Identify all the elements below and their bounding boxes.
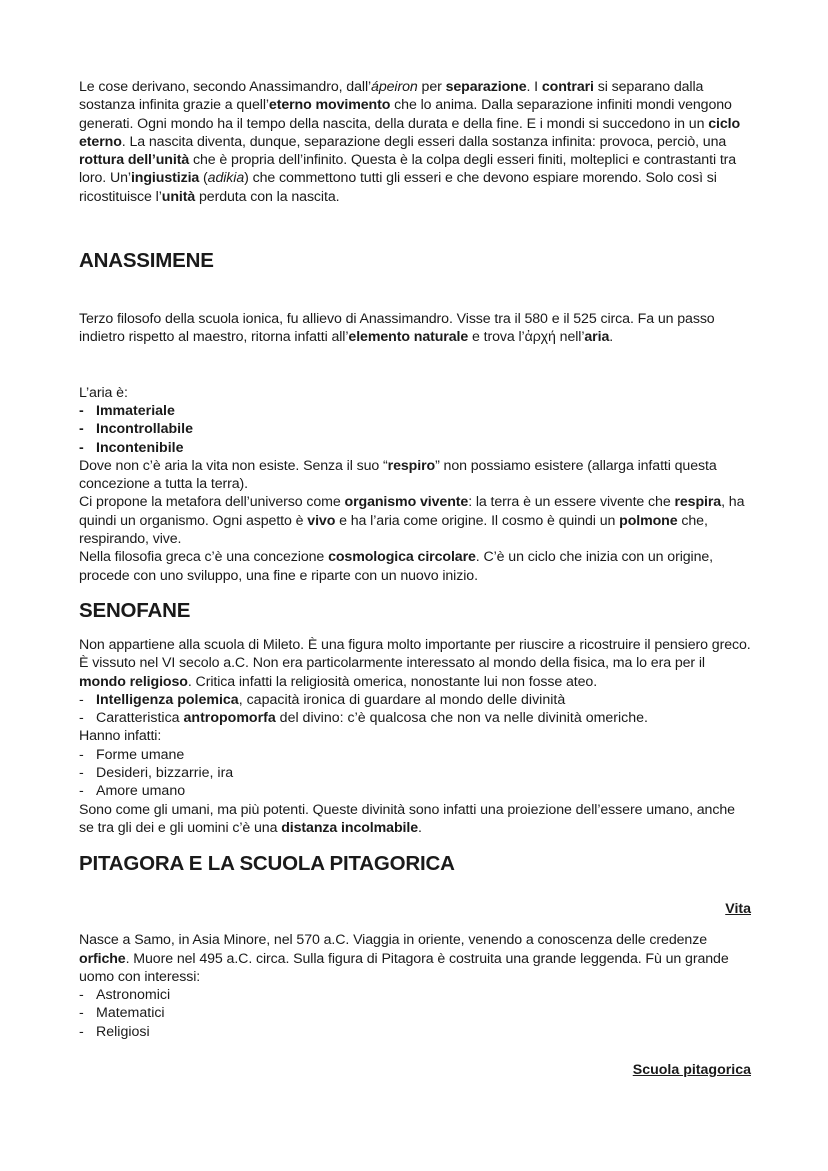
senofane-closing: Sono come gli umani, ma più potenti. Queste divinità sono infatti una proiezione dell’essere umano, anche se tra gli dei e gli uomini c’è una distanza incolmabile. — [79, 801, 735, 836]
list-item: - Intelligenza polemica, capacità ironica di guardare al mondo delle divinità — [79, 691, 566, 708]
list-item: - Matematici — [79, 1005, 165, 1022]
dash-bullet-icon: - — [79, 439, 84, 456]
section-title-anassimene: ANASSIMENE — [79, 249, 214, 273]
anassimene-respiro-paragraph: Dove non c’è aria la vita non esiste. Senza il suo “respiro” non possiamo esistere (allarga infatti questa concezione a tutta la terra). — [79, 457, 717, 493]
dash-bullet-icon: - — [79, 421, 84, 438]
anassimene-organismo-paragraph: Ci propone la metafora dell’universo come organismo vivente: la terra è un essere vivente che respira, ha quindi un organismo. Ogni aspetto è vivo e ha l’aria come origine. Il cosmo è quindi un polmone che, respirando, vive. — [79, 494, 745, 548]
list-item: - Caratteristica antropomorfa del divino: c’è qualcosa che non va nelle divinità omeriche. — [79, 710, 648, 727]
dash-bullet-icon: - — [79, 710, 84, 727]
anassimene-cosmologia-paragraph: Nella filosofia greca c’è una concezione cosmologica circolare. C’è un ciclo che inizia con un origine, procede con uno sviluppo, una fine e riparte con un nuovo inizio. — [79, 549, 714, 584]
anassimandro-paragraph: Le cose derivano, secondo Anassimandro, dall’ápeiron per separazione. I contrari si separano dalla sostanza infinita grazie a quell’eterno movimento che lo anima. Dalla separazione infiniti mondi vengono generati. Ogni mondo ha il tempo della nascita, della durata e della fine. E i mondi si succedono in un ciclo eterno. La nascita diventa, dunque, separazione degli esseri dalla sostanza infinita: provoca, perciò, una rottura dell’unità che è propria dell’infinito. Questa è la colpa degli esseri finiti, molteplici e contrastanti tra loro. Un’ingiustizia (adikia) che commettono tutti gli esseri e che devono espiare morendo. Solo così si ricostituisce l’unità perduta con la nascita. — [79, 79, 741, 205]
list-item: - Astronomici — [79, 987, 171, 1004]
senofane-intro: Non appartiene alla scuola di Mileto. È una figura molto importante per riuscire a ricostruire il pensiero greco. È vissuto nel VI secolo a.C. Non era particolarmente interessato al mondo della fisica, ma lo era per il mondo religioso. Critica infatti la religiosità omerica, nonostante lui non fosse ateo. — [79, 636, 751, 690]
dash-bullet-icon: - — [79, 746, 84, 763]
document-page — [79, 78, 751, 1079]
subsection-title-vita: Vita — [725, 901, 751, 918]
dash-bullet-icon: - — [79, 765, 84, 782]
subsection-title-scuola-pitagorica: Scuola pitagorica — [632, 1061, 751, 1078]
dash-bullet-icon: - — [79, 783, 84, 800]
list-item: - Amore umano — [79, 783, 186, 800]
list-item: - Forme umane — [79, 746, 185, 763]
anassimene-intro: Terzo filosofo della scuola ionica, fu allievo di Anassimandro. Visse tra il 580 e il 525 circa. Fa un passo indietro rispetto al maestro, ritorna infatti all’elemento naturale e trova l’ἀρχή nell’aria. — [79, 311, 715, 346]
list-item: - Religiosi — [79, 1023, 150, 1040]
section-title-pitagora: PITAGORA E LA SCUOLA PITAGORICA — [79, 852, 455, 876]
dash-bullet-icon: - — [79, 1023, 84, 1040]
list-item: - Desideri, bizzarrie, ira — [79, 765, 234, 782]
list-item: - Immateriale — [79, 402, 175, 419]
section-title-senofane: SENOFANE — [79, 598, 191, 622]
dash-bullet-icon: - — [79, 402, 84, 419]
dash-bullet-icon: - — [79, 1005, 84, 1022]
aria-list — [79, 402, 751, 457]
dash-bullet-icon: - — [79, 987, 84, 1004]
list-item: - Incontenibile — [79, 439, 184, 456]
pitagora-vita-paragraph: Nasce a Samo, in Asia Minore, nel 570 a.C. Viaggia in oriente, venendo a conoscenza delle credenze orfiche. Muore nel 495 a.C. circa. Sulla figura di Pitagora è costruita una grande leggenda. Fù un grande uomo con interessi: — [79, 932, 729, 985]
aria-label: L’aria è: — [79, 384, 128, 401]
hanno-label: Hanno infatti: — [79, 728, 162, 745]
list-item: - Incontrollabile — [79, 421, 193, 438]
dash-bullet-icon: - — [79, 691, 84, 708]
